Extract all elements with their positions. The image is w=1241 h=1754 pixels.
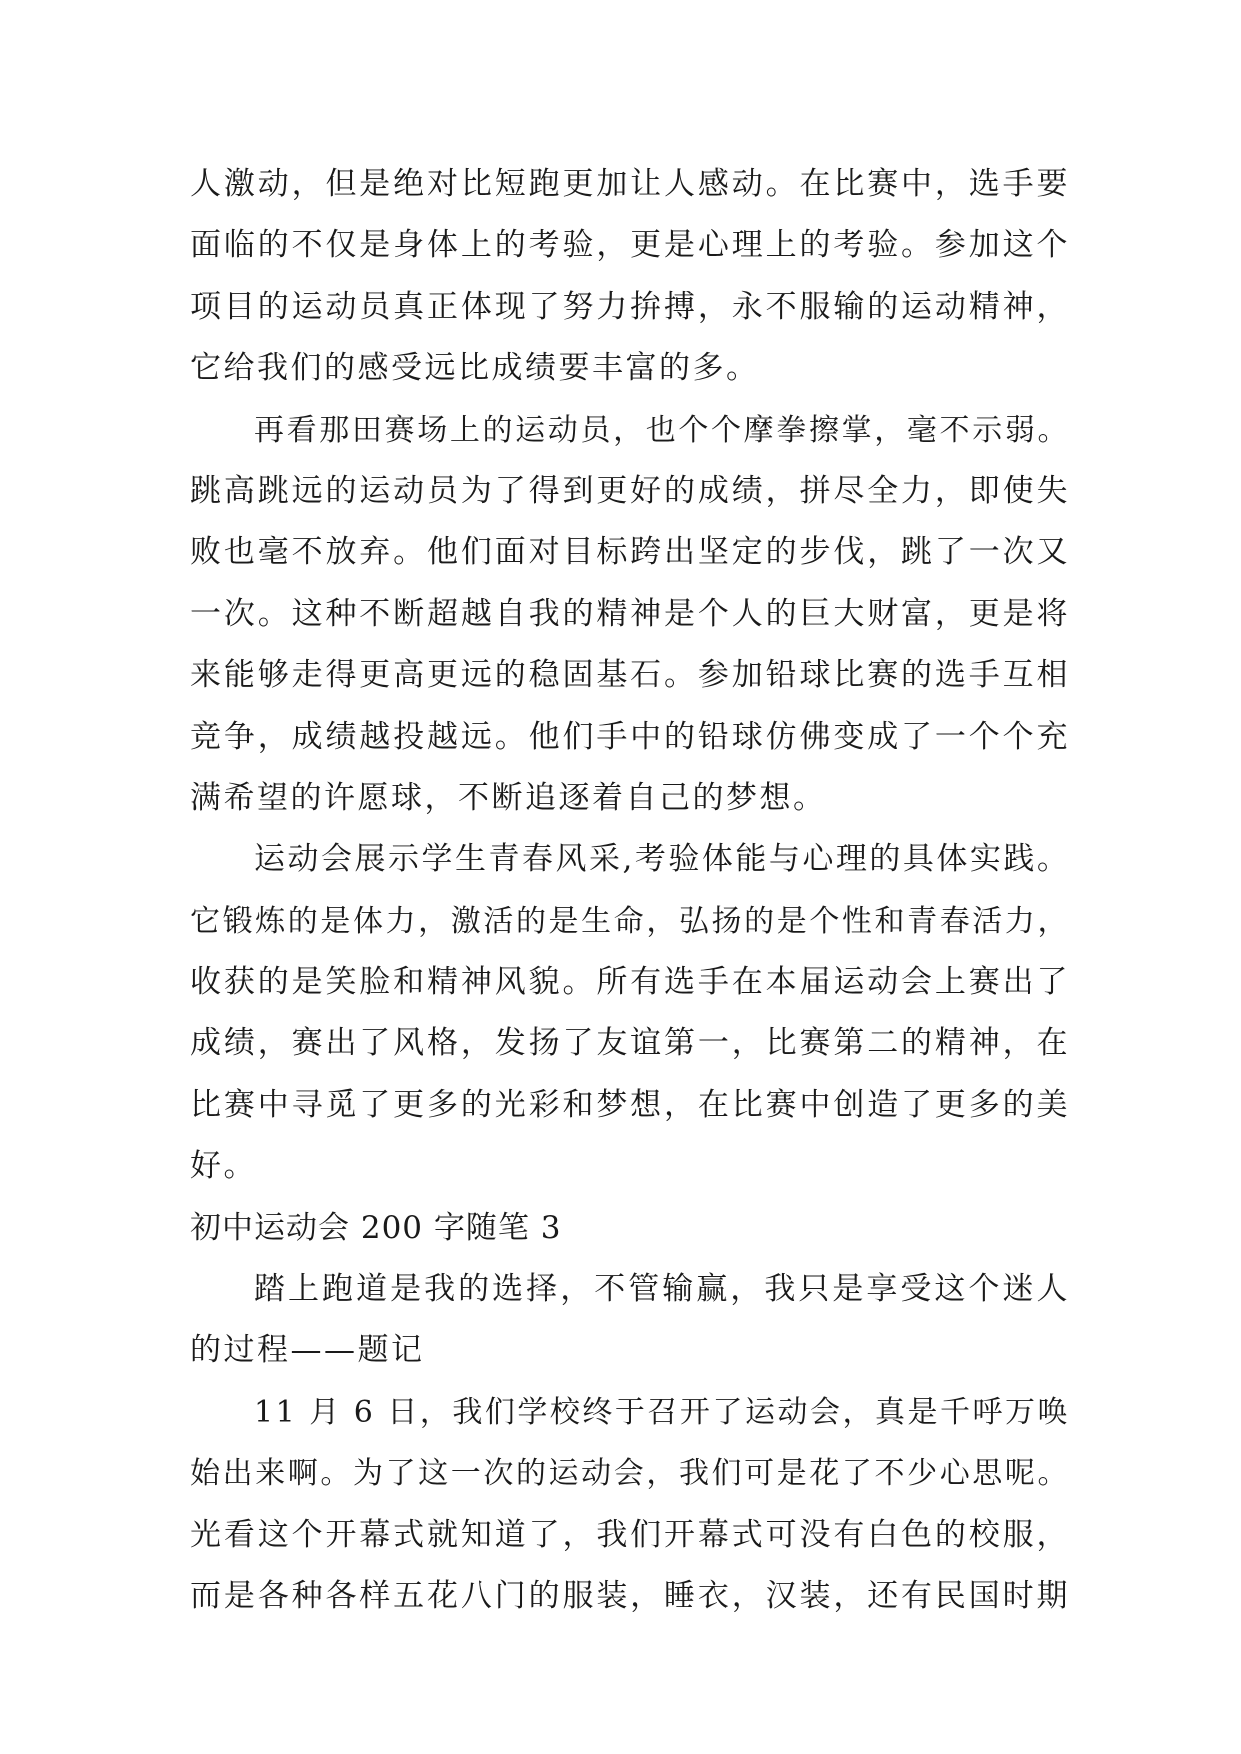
text-line: 一次。这种不断超越自我的精神是个人的巨大财富，更是将 — [190, 595, 1070, 632]
text-line: 面临的不仅是身体上的考验，更是心理上的考验。参加这个 — [190, 227, 1070, 264]
text-line: 来能够走得更高更远的稳固基石。参加铅球比赛的选手互相 — [190, 657, 1070, 694]
text-line: 满希望的许愿球，不断追逐着自己的梦想。 — [190, 779, 827, 816]
text-line: 踏上跑道是我的选择，不管输赢，我只是享受这个迷人 — [254, 1271, 1070, 1308]
text-line: 始出来啊。为了这一次的运动会，我们可是花了不少心思呢。 — [190, 1456, 1070, 1492]
text-line: 再看那田赛场上的运动员，也个个摩拳擦掌，毫不示弱。 — [254, 412, 1070, 448]
text-line: 的过程——题记 — [190, 1332, 425, 1369]
text-line: 它给我们的感受远比成绩要丰富的多。 — [190, 350, 760, 387]
text-line: 项目的运动员真正体现了努力拚搏，永不服输的运动精神， — [190, 288, 1070, 325]
document-body — [190, 154, 1070, 1627]
text-line: 它锻炼的是体力，激活的是生命，弘扬的是个性和青春活力， — [190, 903, 1070, 939]
text-line: 比赛中寻觅了更多的光彩和梦想，在比赛中创造了更多的美 — [190, 1086, 1070, 1123]
text-line: 好。 — [190, 1148, 257, 1185]
text-line: 人激动，但是绝对比短跑更加让人感动。在比赛中，选手要 — [190, 166, 1070, 202]
text-line: 竞争，成绩越投越远。他们手中的铅球仿佛变成了一个个充 — [190, 718, 1070, 755]
text-line: 成绩，赛出了风格，发扬了友谊第一，比赛第二的精神，在 — [190, 1025, 1070, 1062]
text-line: 败也毫不放弃。他们面对目标跨出坚定的步伐，跳了一次又 — [190, 534, 1070, 571]
text-line: 而是各种各样五花八门的服装，睡衣，汉装，还有民国时期 — [190, 1577, 1070, 1614]
text-line: 运动会展示学生青春风采,考验体能与心理的具体实践。 — [254, 841, 1070, 878]
text-line: 11 月 6 日，我们学校终于召开了运动会，真是千呼万唤 — [254, 1394, 1070, 1430]
section-heading: 初中运动会 200 字随笔 3 — [190, 1209, 562, 1246]
text-line: 跳高跳远的运动员为了得到更好的成绩，拼尽全力，即使失 — [190, 472, 1070, 509]
text-line: 光看这个开幕式就知道了，我们开幕式可没有白色的校服， — [190, 1516, 1070, 1553]
text-line: 收获的是笑脸和精神风貌。所有选手在本届运动会上赛出了 — [190, 964, 1070, 1001]
